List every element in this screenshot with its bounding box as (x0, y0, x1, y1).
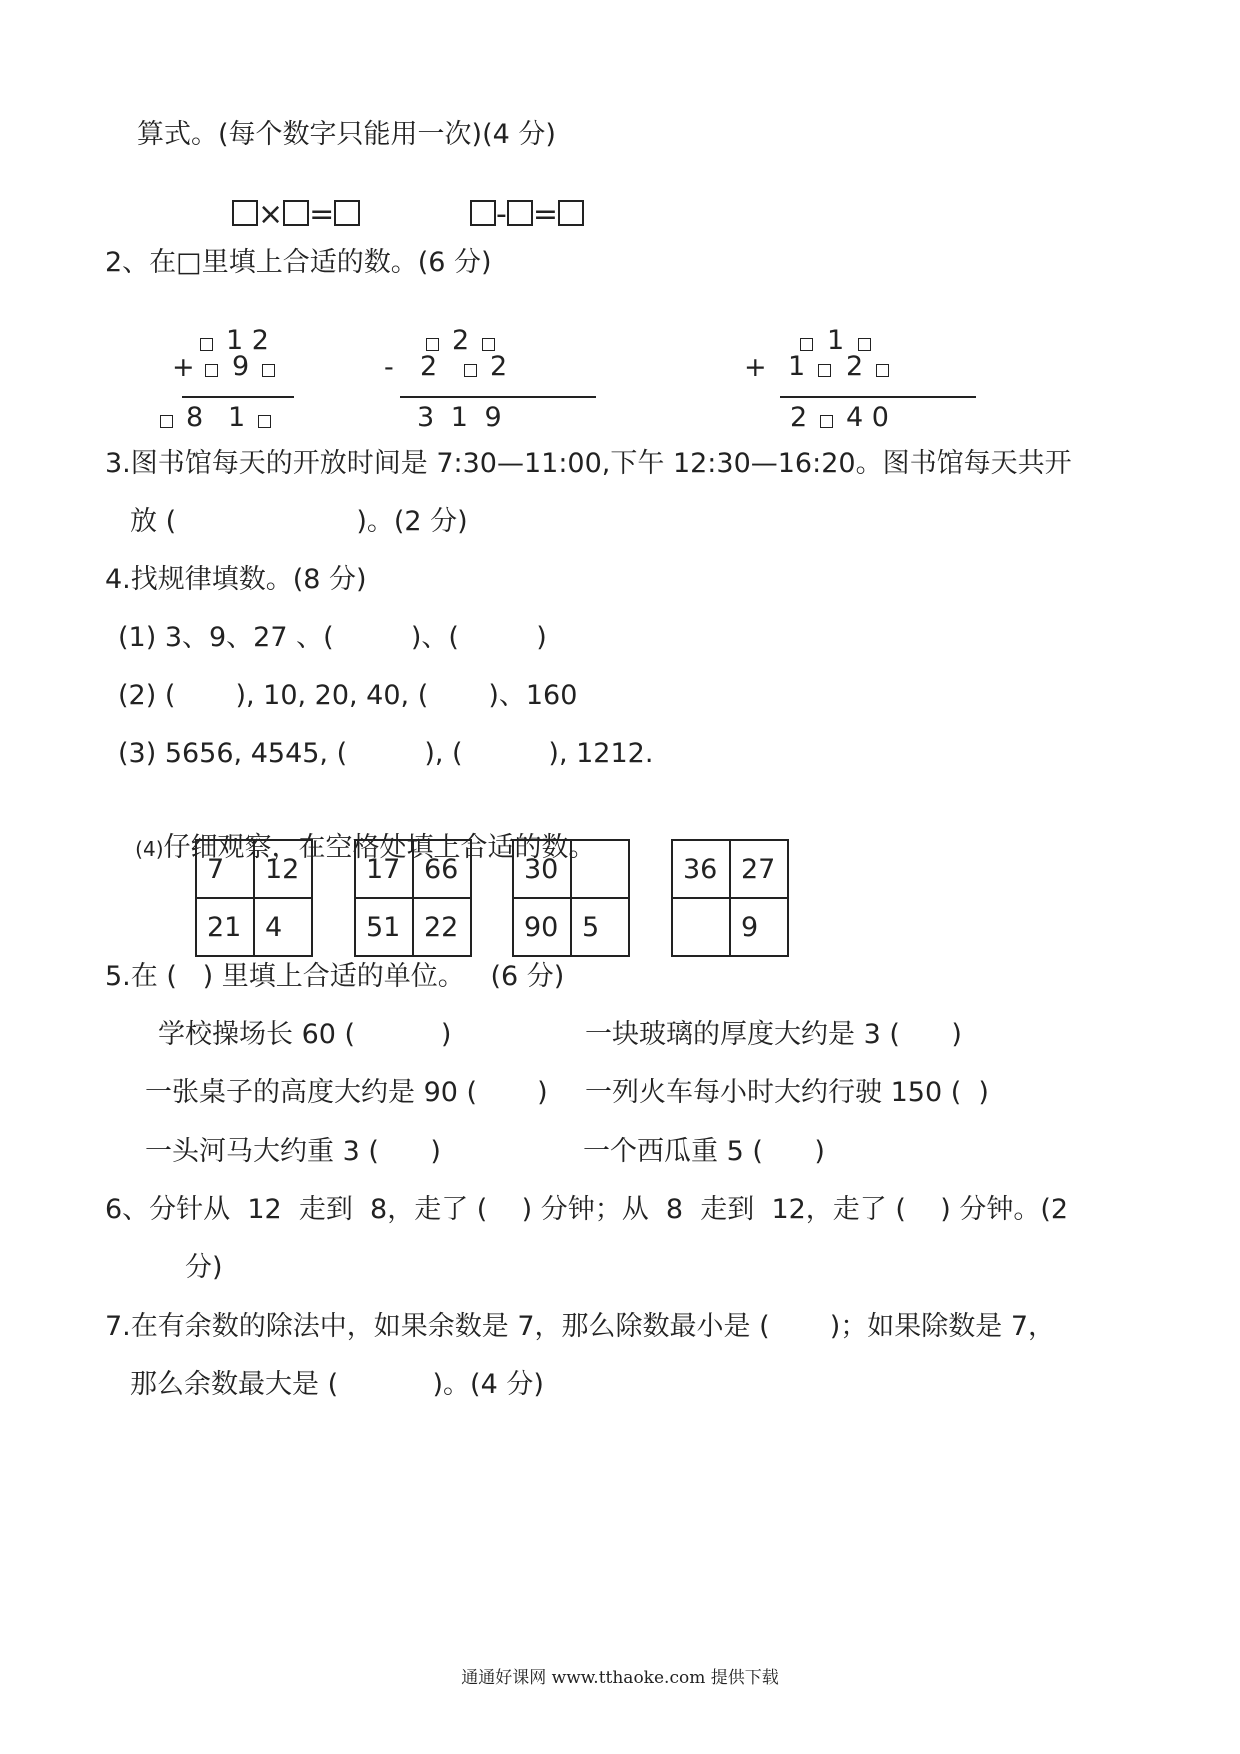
grid-cell: 51 (356, 899, 414, 957)
blank-box[interactable] (507, 200, 533, 226)
blank-box[interactable] (482, 338, 495, 351)
grid-cell: 7 (197, 841, 255, 899)
grid-cell: 90 (514, 899, 572, 957)
blank-box[interactable] (820, 415, 833, 428)
plus-sign: + (172, 352, 195, 383)
number-grid-1 (195, 839, 313, 957)
digit: 2 (790, 402, 808, 433)
blank-box[interactable] (262, 364, 275, 377)
grid-cell: 36 (673, 841, 731, 899)
q6-line2: 分) (185, 1252, 223, 1283)
digit: 1 (228, 402, 246, 433)
footer-source: 通通好课网 www.tthaoke.com 提供下载 (461, 1668, 779, 1688)
q7-line2[interactable]: 那么余数最大是 ( )。(4 分) (130, 1369, 544, 1400)
grid-cell: 66 (414, 841, 472, 899)
grid-cell: 21 (197, 899, 255, 957)
digits: 1 2 (226, 325, 269, 356)
grid-cell-blank[interactable] (673, 899, 731, 957)
digits: 4 0 (846, 402, 889, 433)
minus-sign: - (384, 352, 394, 383)
blank-box[interactable] (426, 338, 439, 351)
grid-cell: 4 (265, 912, 283, 943)
q5-item[interactable]: 一块玻璃的厚度大约是 3 ( ) (585, 1019, 962, 1050)
grid-cell-blank[interactable] (572, 841, 630, 899)
equals-sign: = (309, 197, 335, 232)
number-grid-4 (671, 839, 789, 957)
q4-part-4-label: (4) (135, 837, 164, 861)
blank-box[interactable] (200, 338, 213, 351)
digit: 8 (186, 402, 204, 433)
blank-box[interactable] (818, 364, 831, 377)
number-grid-3 (512, 839, 630, 957)
q7-line1[interactable]: 7.在有余数的除法中，如果余数是 7，那么除数最小是 ( )；如果除数是 7， (105, 1311, 1056, 1342)
grid-cell: 9 (741, 912, 759, 943)
times-sign: × (258, 197, 284, 232)
q5-item[interactable]: 一个西瓜重 5 ( ) (583, 1136, 825, 1167)
digit: 2 (490, 351, 508, 382)
q5-item[interactable]: 学校操场长 60 ( ) (158, 1019, 452, 1050)
q5-item[interactable]: 一张桌子的高度大约是 90 ( ) (145, 1077, 548, 1108)
q5-item[interactable]: 一列火车每小时大约行驶 150 ( ) (585, 1077, 989, 1108)
q3-line1: 3.图书馆每天的开放时间是 7:30—11:00,下午 12:30—16:20。图书馆每天共开 (105, 448, 1072, 479)
blank-box[interactable] (470, 200, 496, 226)
digit: 2 (846, 351, 864, 382)
plus-sign: + (744, 352, 767, 383)
grid-cell: 17 (356, 841, 414, 899)
digit: 2 (420, 351, 438, 382)
blank-box[interactable] (258, 415, 271, 428)
blank-box[interactable] (558, 200, 584, 226)
q1-equation-subtract (470, 198, 584, 232)
q4-sequence-3[interactable]: (3) 5656, 4545, ( ), ( ), 1212. (118, 738, 654, 769)
q4-part-4-text: 仔细观察，在空格处填上合适的数。 (163, 832, 596, 863)
grid-cell: 27 (731, 841, 789, 899)
blank-box[interactable] (800, 338, 813, 351)
blank-box[interactable] (232, 200, 258, 226)
blank-box[interactable] (160, 415, 173, 428)
blank-box[interactable] (205, 364, 218, 377)
q1-text: 算式。(每个数字只能用一次)(4 分) (137, 119, 556, 150)
minus-sign: - (496, 197, 507, 232)
difference-line (400, 396, 596, 398)
q5-title: 5.在 ( ) 里填上合适的单位。 (6 分) (105, 961, 565, 992)
q4-sequence-2[interactable]: (2) ( ), 10, 20, 40, ( )、160 (118, 680, 578, 711)
q4-sequence-1[interactable]: (1) 3、9、27 、( )、( ) (118, 622, 547, 653)
q3-line2[interactable]: 放 ( )。(2 分) (130, 506, 468, 537)
blank-box[interactable] (464, 364, 477, 377)
blank-box[interactable] (876, 364, 889, 377)
grid-cell: 30 (514, 841, 572, 899)
q1-equation-multiply (232, 198, 360, 232)
sum-line (182, 396, 294, 398)
digits: 3 1 9 (417, 402, 502, 433)
number-grid-2 (354, 839, 472, 957)
digit: 1 (827, 325, 845, 356)
grid-cell: 12 (255, 841, 313, 899)
q2-title: 2、在□里填上合适的数。(6 分) (105, 247, 492, 278)
digit: 1 (788, 351, 806, 382)
blank-box[interactable] (858, 338, 871, 351)
equals-sign: = (532, 197, 558, 232)
grid-cell: 22 (424, 912, 459, 943)
grid-cell: 5 (582, 912, 600, 943)
sum-line (780, 396, 976, 398)
blank-box[interactable] (334, 200, 360, 226)
blank-box[interactable] (283, 200, 309, 226)
q6-line1[interactable]: 6、分针从 12 走到 8，走了 ( ) 分钟；从 8 走到 12，走了 ( ) 分钟。(2 (105, 1194, 1069, 1225)
digit: 9 (232, 351, 250, 382)
digit: 2 (452, 325, 470, 356)
q4-title: 4.找规律填数。(8 分) (105, 564, 367, 595)
q5-item[interactable]: 一头河马大约重 3 ( ) (145, 1136, 441, 1167)
